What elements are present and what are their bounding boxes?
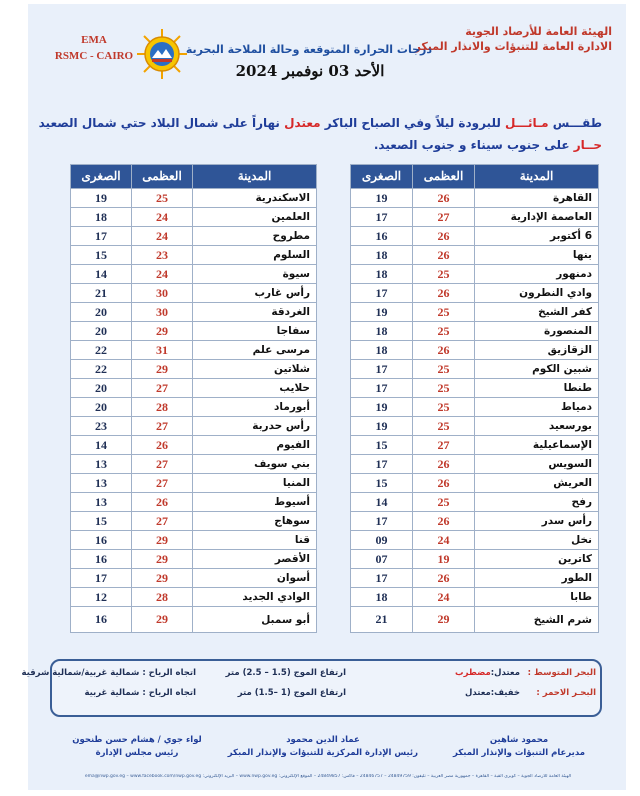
rsmc-text: RSMC - CAIRO: [54, 50, 134, 62]
max-temp-cell: 30: [132, 303, 193, 322]
table-row: [351, 284, 599, 303]
signature-right-title: مديرعام التنبؤات والإنذار المبكر: [453, 748, 585, 758]
table-row: [71, 398, 317, 417]
city-cell: العريش: [475, 474, 599, 493]
min-temp-cell: 14: [351, 493, 413, 512]
max-temp-cell: 25: [413, 265, 475, 284]
min-temp-cell: 07: [351, 550, 413, 569]
max-temp-cell: 29: [132, 569, 193, 588]
table-row: [351, 588, 599, 607]
city-cell: الغردقة: [193, 303, 317, 322]
min-temp-cell: 18: [351, 265, 413, 284]
table-row: [351, 417, 599, 436]
max-temp-cell: 27: [132, 417, 193, 436]
table-row: [351, 607, 599, 633]
max-temp-cell: 27: [132, 379, 193, 398]
min-temp-cell: 09: [351, 531, 413, 550]
city-cell: السلوم: [193, 246, 317, 265]
table-row: [71, 436, 317, 455]
table-header-row: [71, 165, 317, 189]
city-cell: 6 أكتوبر: [475, 227, 599, 246]
signature-right: [424, 734, 614, 760]
min-temp-cell: 21: [351, 607, 413, 633]
red-wind-direction: اتجاه الرياح : شمالية غربية: [84, 688, 196, 698]
max-temp-cell: 27: [132, 455, 193, 474]
forecast-part-4: معتدل: [279, 116, 321, 130]
table-header-row: [351, 165, 599, 189]
left-temperature-table: [70, 164, 317, 633]
city-cell: سوهاج: [193, 512, 317, 531]
table-row: [351, 436, 599, 455]
table-row: [71, 303, 317, 322]
max-temp-cell: 24: [132, 227, 193, 246]
table-row: [351, 474, 599, 493]
max-temp-cell: 26: [413, 474, 475, 493]
city-cell: رأس سدر: [475, 512, 599, 531]
forecast-sheet: [21, 4, 626, 790]
signature-center-title: رئيس الإدارة المركزية للتنبؤات والإنذار المبكر: [227, 748, 418, 758]
forecast-part-5: نهاراً على شمال البلاد حتي شمال الصعيد: [38, 116, 280, 130]
max-temp-cell: 26: [413, 455, 475, 474]
min-temp-cell: 18: [71, 208, 132, 227]
city-cell: رفح: [475, 493, 599, 512]
table-row: [71, 607, 317, 633]
table-row: [71, 265, 317, 284]
agency-line-2: الادارة العامة للتنبؤات والانذار المبكر: [414, 40, 612, 53]
city-cell: شرم الشيخ: [475, 607, 599, 633]
city-cell: السويس: [475, 455, 599, 474]
max-temp-cell: 26: [132, 436, 193, 455]
max-temp-cell: 31: [132, 341, 193, 360]
table-row: [71, 360, 317, 379]
min-temp-cell: 15: [351, 474, 413, 493]
min-temp-cell: 13: [71, 493, 132, 512]
table-row: [71, 550, 317, 569]
max-temp-cell: 27: [413, 436, 475, 455]
signature-center: [228, 734, 418, 760]
city-cell: وادي النطرون: [475, 284, 599, 303]
min-temp-cell: 17: [351, 208, 413, 227]
table-row: [71, 246, 317, 265]
city-cell: شبين الكوم: [475, 360, 599, 379]
city-cell: أسيوط: [193, 493, 317, 512]
city-cell: المنصورة: [475, 322, 599, 341]
min-temp-cell: 18: [351, 322, 413, 341]
table-row: [71, 379, 317, 398]
table-row: [351, 398, 599, 417]
red-sea-state: خفيف:معتدل: [464, 688, 520, 698]
max-temp-cell: 25: [413, 360, 475, 379]
max-temp-cell: 25: [413, 303, 475, 322]
min-header: الصغرى: [351, 165, 413, 189]
max-temp-cell: 27: [132, 512, 193, 531]
max-temp-cell: 26: [413, 246, 475, 265]
min-temp-cell: 19: [351, 189, 413, 208]
min-temp-cell: 18: [351, 341, 413, 360]
max-temp-cell: 26: [413, 569, 475, 588]
forecast-part-6: حــار: [569, 138, 602, 152]
med-wind-direction: اتجاه الرياح : شمالية غربية/شمالية شرقية: [21, 668, 196, 678]
city-cell: قنا: [193, 531, 317, 550]
med-state-value: مضطرب: [455, 668, 491, 678]
signature-right-name: محمود شاهين: [489, 735, 549, 745]
city-cell: سيوة: [193, 265, 317, 284]
city-cell: مطروح: [193, 227, 317, 246]
table-row: [351, 360, 599, 379]
max-temp-cell: 25: [413, 398, 475, 417]
max-temp-cell: 26: [413, 189, 475, 208]
table-row: [71, 531, 317, 550]
city-header: المدينة: [193, 165, 317, 189]
forecast-part-3: للبرودة ليلاً وفي الصباح الباكر: [320, 116, 501, 130]
min-temp-cell: 16: [71, 607, 132, 633]
city-cell: مرسى علم: [193, 341, 317, 360]
max-temp-cell: 24: [413, 588, 475, 607]
city-cell: أبورماد: [193, 398, 317, 417]
min-temp-cell: 14: [71, 436, 132, 455]
min-temp-cell: 17: [351, 360, 413, 379]
min-temp-cell: 19: [351, 417, 413, 436]
table-row: [71, 569, 317, 588]
max-temp-cell: 24: [132, 265, 193, 284]
table-row: [351, 246, 599, 265]
table-row: [71, 512, 317, 531]
min-temp-cell: 19: [351, 398, 413, 417]
footer-contact: الهيئة العامة للأرصاد الجوية – كوبري القبة – القاهرة – جمهورية مصر العربية – تليفون: 24849759 – 24846757 – فاكس: 24849857 – الموقع الإلكتروني: www.nwp.gov.eg – البريد الإلكتروني: ema@nwp.gov.eg – www.facebook.com/nwp.gov.eg: [84, 774, 572, 779]
min-temp-cell: 20: [71, 303, 132, 322]
med-sea-name: البحر المتوسط :: [527, 668, 596, 678]
city-cell: دمياط: [475, 398, 599, 417]
max-temp-cell: 29: [413, 607, 475, 633]
max-temp-cell: 26: [413, 341, 475, 360]
min-temp-cell: 20: [71, 398, 132, 417]
city-cell: رأس حدربة: [193, 417, 317, 436]
city-cell: العاصمة الإدارية: [475, 208, 599, 227]
min-temp-cell: 17: [71, 569, 132, 588]
max-temp-cell: 26: [413, 512, 475, 531]
table-row: [71, 227, 317, 246]
table-row: [351, 227, 599, 246]
max-temp-cell: 25: [413, 493, 475, 512]
max-temp-cell: 27: [132, 474, 193, 493]
table-row: [351, 569, 599, 588]
city-cell: المنيا: [193, 474, 317, 493]
max-temp-cell: 25: [132, 189, 193, 208]
min-temp-cell: 13: [71, 455, 132, 474]
city-cell: دمنهور: [475, 265, 599, 284]
min-temp-cell: 16: [71, 531, 132, 550]
min-temp-cell: 15: [71, 246, 132, 265]
table-row: [351, 208, 599, 227]
table-row: [351, 531, 599, 550]
forecast-part-1: طقـــس: [548, 116, 602, 130]
max-header: العظمى: [132, 165, 193, 189]
table-row: [351, 550, 599, 569]
city-cell: طابا: [475, 588, 599, 607]
city-cell: بنها: [475, 246, 599, 265]
signature-left-title: رئيس مجلس الإدارة: [95, 748, 179, 758]
max-temp-cell: 24: [132, 208, 193, 227]
min-temp-cell: 17: [351, 379, 413, 398]
min-temp-cell: 16: [351, 227, 413, 246]
table-row: [71, 341, 317, 360]
forecast-line-1: [38, 112, 602, 134]
city-cell: الإسماعيلية: [475, 436, 599, 455]
report-date: الأحد 03 نوفمبر 2024: [235, 62, 385, 80]
max-temp-cell: 19: [413, 550, 475, 569]
city-cell: حلايب: [193, 379, 317, 398]
max-temp-cell: 25: [413, 417, 475, 436]
max-temp-cell: 26: [413, 227, 475, 246]
red-sea-name: البحـر الاحمر :: [536, 688, 596, 698]
table-row: [71, 189, 317, 208]
table-row: [351, 379, 599, 398]
signature-left: [42, 734, 232, 760]
max-temp-cell: 29: [132, 550, 193, 569]
city-cell: الاسكندرية: [193, 189, 317, 208]
table-row: [71, 455, 317, 474]
signature-left-name: لواء جوي / هشام حسن طنحون: [72, 735, 202, 745]
city-cell: الزقازيق: [475, 341, 599, 360]
max-temp-cell: 28: [132, 588, 193, 607]
min-temp-cell: 22: [71, 341, 132, 360]
red-sea-row: [60, 688, 596, 702]
max-temp-cell: 24: [413, 531, 475, 550]
city-cell: بورسعيد: [475, 417, 599, 436]
min-temp-cell: 12: [71, 588, 132, 607]
min-temp-cell: 21: [71, 284, 132, 303]
city-cell: سفاجا: [193, 322, 317, 341]
min-temp-cell: 17: [351, 455, 413, 474]
city-cell: طنطا: [475, 379, 599, 398]
table-row: [71, 284, 317, 303]
max-temp-cell: 25: [413, 322, 475, 341]
min-temp-cell: 17: [351, 569, 413, 588]
table-row: [351, 455, 599, 474]
min-temp-cell: 14: [71, 265, 132, 284]
med-sea-state: [455, 668, 520, 678]
max-temp-cell: 26: [413, 284, 475, 303]
forecast-line-2: [84, 134, 602, 156]
city-header: المدينة: [475, 165, 599, 189]
max-temp-cell: 26: [132, 493, 193, 512]
min-temp-cell: 17: [71, 227, 132, 246]
red-wave-height: ارتفاع الموج (1 –1.5) متر: [237, 688, 346, 698]
city-cell: أبو سمبل: [193, 607, 317, 633]
min-temp-cell: 19: [71, 189, 132, 208]
city-cell: نخل: [475, 531, 599, 550]
city-cell: القاهرة: [475, 189, 599, 208]
city-cell: رأس غارب: [193, 284, 317, 303]
max-header: العظمى: [413, 165, 475, 189]
min-temp-cell: 16: [71, 550, 132, 569]
table-row: [351, 493, 599, 512]
max-temp-cell: 29: [132, 322, 193, 341]
city-cell: كفر الشيخ: [475, 303, 599, 322]
city-cell: الفيوم: [193, 436, 317, 455]
table-row: [71, 493, 317, 512]
min-temp-cell: 20: [71, 322, 132, 341]
forecast-part-2: مـائـــل: [500, 116, 549, 130]
table-row: [351, 341, 599, 360]
table-row: [71, 417, 317, 436]
city-cell: أسوان: [193, 569, 317, 588]
max-temp-cell: 30: [132, 284, 193, 303]
max-temp-cell: 29: [132, 531, 193, 550]
forecast-part-7: على جنوب سيناء و جنوب الصعيد.: [373, 138, 570, 152]
table-row: [71, 588, 317, 607]
ema-label: [38, 32, 150, 64]
agency-line-1: الهيئة العامة للأرصاد الجوية: [465, 25, 612, 38]
max-temp-cell: 23: [132, 246, 193, 265]
min-temp-cell: 22: [71, 360, 132, 379]
min-header: الصغرى: [71, 165, 132, 189]
table-row: [351, 189, 599, 208]
city-cell: كاترين: [475, 550, 599, 569]
mediterranean-row: [21, 668, 596, 682]
forecast-text: [38, 112, 602, 156]
table-row: [71, 474, 317, 493]
table-row: [71, 208, 317, 227]
city-cell: بني سويف: [193, 455, 317, 474]
max-temp-cell: 29: [132, 360, 193, 379]
min-temp-cell: 15: [71, 512, 132, 531]
table-row: [71, 322, 317, 341]
city-cell: الطور: [475, 569, 599, 588]
min-temp-cell: 18: [351, 588, 413, 607]
report-subtitle: درجات الحرارة المتوقعة وحالة الملاحة البحرية: [185, 43, 432, 56]
max-temp-cell: 25: [413, 379, 475, 398]
signature-center-name: عماد الدين محمود: [286, 735, 360, 745]
med-state-prefix: معتدل:: [490, 668, 520, 678]
max-temp-cell: 29: [132, 607, 193, 633]
min-temp-cell: 17: [351, 284, 413, 303]
min-temp-cell: 18: [351, 246, 413, 265]
ema-text: EMA: [81, 34, 107, 46]
ema-logo-icon: [136, 28, 188, 80]
min-temp-cell: 20: [71, 379, 132, 398]
sea-navigation-box: [21, 659, 602, 717]
table-row: [351, 265, 599, 284]
max-temp-cell: 28: [132, 398, 193, 417]
city-cell: الأقصر: [193, 550, 317, 569]
min-temp-cell: 15: [351, 436, 413, 455]
city-cell: شلاتين: [193, 360, 317, 379]
max-temp-cell: 27: [413, 208, 475, 227]
right-temperature-table: [350, 164, 599, 633]
min-temp-cell: 17: [351, 512, 413, 531]
table-row: [351, 512, 599, 531]
city-cell: الوادي الجديد: [193, 588, 317, 607]
city-cell: العلمين: [193, 208, 317, 227]
table-row: [351, 322, 599, 341]
min-temp-cell: 19: [351, 303, 413, 322]
med-wave-height: ارتفاع الموج (1.5 – 2.5) متر: [225, 668, 346, 678]
min-temp-cell: 23: [71, 417, 132, 436]
min-temp-cell: 13: [71, 474, 132, 493]
table-row: [351, 303, 599, 322]
